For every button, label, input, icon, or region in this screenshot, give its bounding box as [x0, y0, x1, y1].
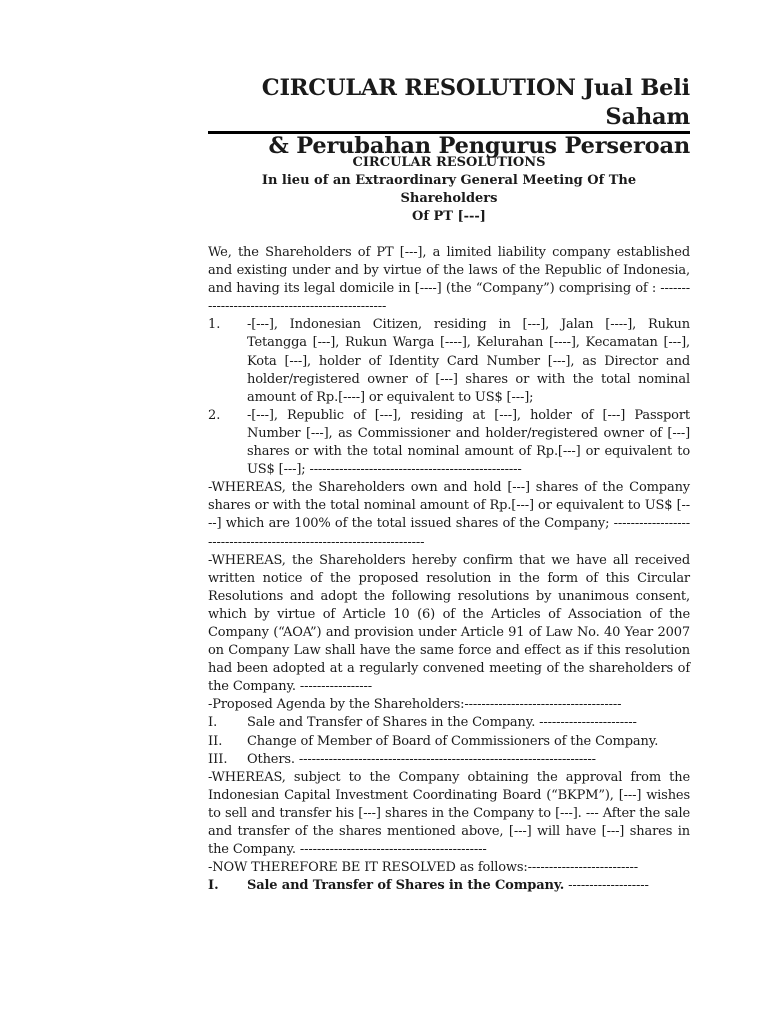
resolution-title: Sale and Transfer of Shares in the Company. — [247, 878, 565, 894]
heading-line-2: In lieu of an Extraordinary General Meeting Of The — [261, 173, 637, 188]
resolved-intro: -NOW THEREFORE BE IT RESOLVED as follows:-------------------------- — [208, 860, 638, 876]
party-number: 2. — [208, 407, 221, 423]
party-number: 1. — [208, 317, 221, 333]
resolution-dashes: ------------------- — [564, 878, 649, 894]
resolution-heading-text — [247, 877, 690, 895]
agenda-item — [208, 733, 690, 751]
agenda-item — [208, 751, 690, 769]
party-text: -[---], Republic of [---], residing at [---], holder of [---] Passport Number [---], as Commissioner and holder/registered owner of [---] shares or with the total nominal amount of Rp.[---] or equivalent to US$ [---]; -------------------------------------------------- — [247, 407, 690, 478]
whereas-paragraph-3: -WHEREAS, subject to the Company obtaining the approval from the Indonesian Capital Investment Coordinating Board (“BKPM”), [---] wishes to sell and transfer his [---] shares in the Company to [---]. --- After the sale and transfer of the shares mentioned above, [---] will have [---] shares in the Company. -------------------------------------------- — [208, 769, 690, 858]
resolution-item — [208, 877, 690, 895]
agenda-text: Others. ---------------------------------------------------------------------- — [247, 751, 596, 767]
agenda-text: Change of Member of Board of Commissioners of the Company. — [247, 733, 659, 749]
document-title — [208, 74, 690, 161]
agenda-number: II. — [208, 733, 223, 749]
agenda-item — [208, 714, 690, 732]
intro-paragraph: We, the Shareholders of PT [---], a limited liability company established and existing under and by virtue of the laws of the Republic of Indonesia, and having its legal domicile in [----] (the “Company”) comprising of : ------------------------------------------------- — [208, 245, 690, 315]
document-body — [208, 244, 690, 895]
whereas-paragraph-2: -WHEREAS, the Shareholders hereby confirm that we have all received written notice of the proposed resolution in the form of this Circular Resolutions and adopt the following resolutions by unanimous consent, which by virtue of Article 10 (6) of the Articles of Association of the Company (“AOA”) and provision under Article 91 of Law No. 40 Year 2007 on Company Law shall have the same force and effect as if this resolution had been adopted at a regularly convened meeting of the shareholders of the Company. ----------------- — [208, 552, 690, 695]
title-line-2: & Perubahan Pengurus Perseroan — [268, 133, 690, 159]
heading-line-1: CIRCULAR RESOLUTIONS — [352, 155, 546, 170]
party-item — [208, 316, 690, 406]
party-item — [208, 407, 690, 479]
heading-line-4: Of PT [---] — [412, 209, 486, 224]
agenda-text: Sale and Transfer of Shares in the Company. ----------------------- — [247, 715, 637, 731]
party-text: -[---], Indonesian Citizen, residing in [---], Jalan [----], Rukun Tetangga [---], Rukun Warga [----], Kelurahan [----], Kecamatan [---], Kota [---], holder of Identity Card Number [---], as Director and holder/registered owner of [---] shares or with the total nominal amount of Rp.[----] or equivalent to US$ [---]; — [247, 317, 690, 405]
agenda-number: III. — [208, 751, 228, 767]
title-line-1: CIRCULAR RESOLUTION Jual Beli Saham — [261, 75, 690, 130]
agenda-number: I. — [208, 715, 218, 731]
resolution-heading — [208, 154, 690, 226]
title-underline — [208, 131, 690, 134]
agenda-intro: -Proposed Agenda by the Shareholders:------------------------------------- — [208, 697, 622, 713]
heading-line-3: Shareholders — [400, 191, 498, 206]
resolution-number: I. — [208, 878, 219, 894]
whereas-paragraph-1: -WHEREAS, the Shareholders own and hold [---] shares of the Company shares or with the total nominal amount of Rp.[---] or equivalent to US$ [----] which are 100% of the total issued shares of the Company; --------------------------------------------------------------------- — [208, 480, 690, 550]
